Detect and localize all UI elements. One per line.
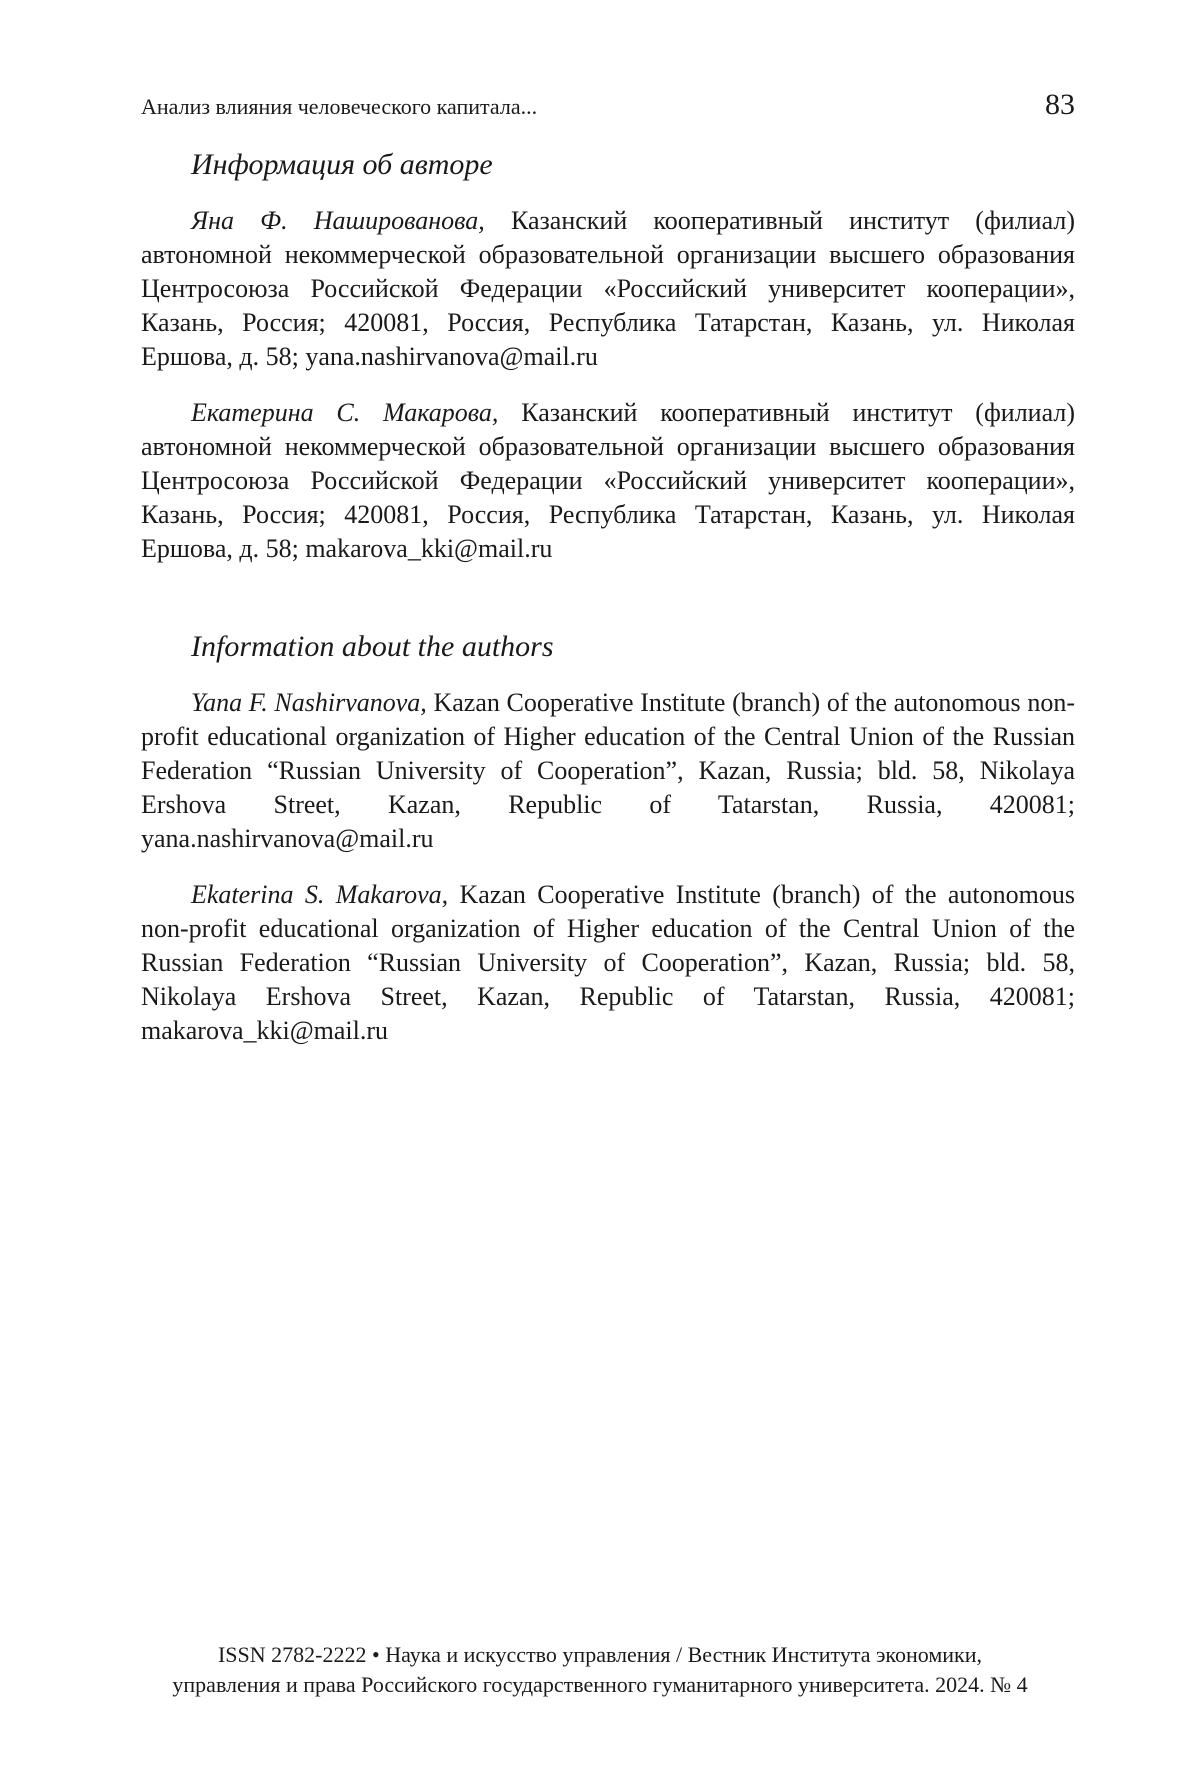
running-title: Анализ влияния человеческого капитала... (141, 94, 538, 119)
author-name: Яна Ф. Нашированова, (191, 206, 485, 235)
footer-line-1: ISSN 2782-2222 • Наука и искусство управления / Вестник Института экономики, (217, 1642, 982, 1667)
author-details: Kazan Cooperative Institute (branch) of the autonomous non-profit educational organization of Higher education of the Central Union of the Russian Federation “Russian University of Cooperation”, Kazan, Russia; bld. 58, Nikolaya Ershova Street, Kazan, Republic of Tatarstan, Russia, 420081; yana.nashirvanova@mail.ru (141, 688, 1075, 853)
author-details: Казанский кооперативный институт (филиал) автономной некоммерческой образовательной организации высшего образования Центросоюза Российской Федерации «Российский университет кооперации», Казань, Россия; 420081, Россия, Республика Татарстан, Казань, ул. Николая Ершова, д. 58; yana.nashirvanova@mail.ru (141, 206, 1075, 371)
author-name: Екатерина С. Макарова, (191, 398, 499, 427)
footer-line-2: управления и права Российского государственного гуманитарного университета. 2024. № 4 (172, 1672, 1028, 1697)
running-head (141, 88, 1075, 122)
author-name: Yana F. Nashirvanova, (191, 688, 427, 717)
page-content (141, 148, 1075, 1070)
author-name: Ekaterina S. Makarova, (191, 880, 449, 909)
author-info-ru (141, 148, 1075, 566)
section-heading-ru: Информация об авторе (191, 148, 493, 181)
author-entry-en-2 (141, 878, 1075, 1048)
author-entry-ru-2 (141, 396, 1075, 566)
section-heading-en: Information about the authors (191, 630, 554, 663)
author-details: Казанский кооперативный институт (филиал) автономной некоммерческой образовательной организации высшего образования Центросоюза Российской Федерации «Российский университет кооперации», Казань, Россия; 420081, Россия, Республика Татарстан, Казань, ул. Николая Ершова, д. 58; makarova_kki@mail.ru (141, 398, 1075, 563)
author-entry-ru-1 (141, 204, 1075, 374)
journal-footer (100, 1640, 1100, 1700)
author-entry-en-1 (141, 686, 1075, 856)
author-details: Kazan Cooperative Institute (branch) of the autonomous non-profit educational organization of Higher education of the Central Union of the Russian Federation “Russian University of Cooperation”, Kazan, Russia; bld. 58, Nikolaya Ershova Street, Kazan, Republic of Tatarstan, Russia, 420081; makarova_kki@mail.ru (141, 880, 1075, 1045)
author-info-en (141, 630, 1075, 1048)
page-number: 83 (1045, 88, 1075, 121)
